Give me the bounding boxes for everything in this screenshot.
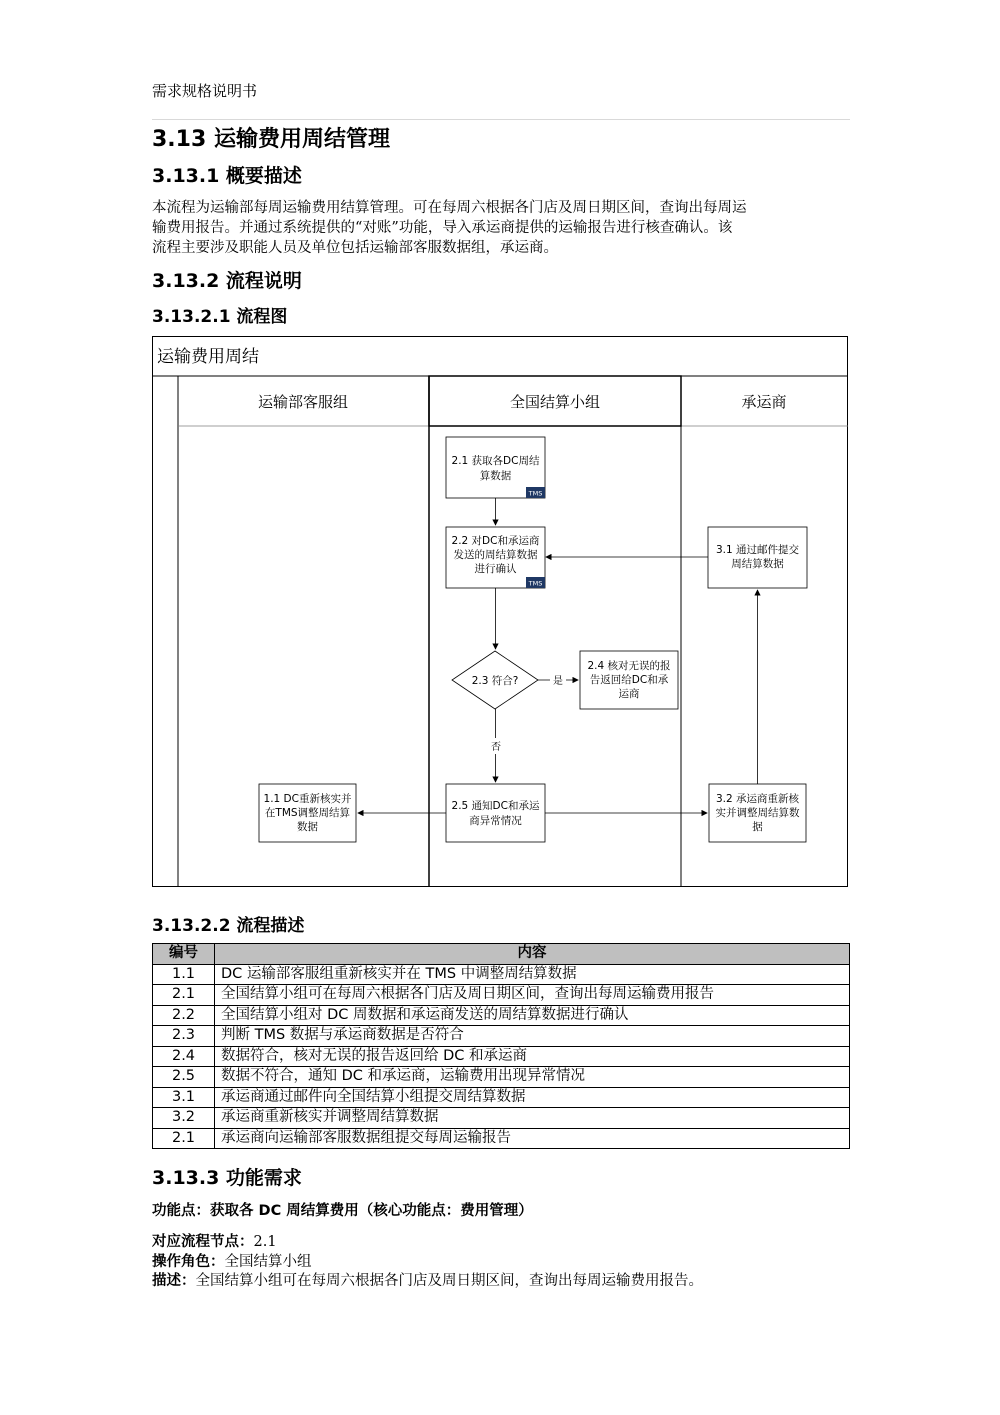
cell-id: 3.2 (153, 1108, 215, 1129)
table-row (153, 1067, 850, 1088)
svg-text:周结算数据: 周结算数据 (731, 558, 784, 570)
cell-id: 2.1 (153, 985, 215, 1006)
table-row (153, 1087, 850, 1108)
cell-content: 数据不符合，通知 DC 和承运商，运输费用出现异常情况 (215, 1067, 850, 1088)
func-role-value: 全国结算小组 (224, 1254, 312, 1270)
func-role-label: 操作角色： (152, 1254, 225, 1270)
svg-text:进行确认: 进行确认 (474, 563, 517, 575)
func-point (152, 1199, 533, 1220)
svg-text:实并调整周结算数: 实并调整周结算数 (715, 807, 800, 819)
cell-content: 承运商通过邮件向全国结算小组提交周结算数据 (215, 1087, 850, 1108)
cell-content: 全国结算小组对 DC 周数据和承运商发送的周结算数据进行确认 (215, 1005, 850, 1026)
overview-line: 流程主要涉及职能人员及单位包括运输部客服数据组，承运商。 (152, 240, 558, 256)
lane-settlement-group: 全国结算小组 (509, 393, 601, 411)
cell-content: DC 运输部客服组重新核实并在 TMS 中调整周结算数据 (215, 964, 850, 985)
svg-text:告返回给DC和承: 告返回给DC和承 (589, 674, 669, 686)
node-2-2 (446, 527, 545, 588)
cell-content: 承运商向运输部客服数据组提交每周运输报告 (215, 1128, 850, 1149)
overview-paragraph (152, 198, 850, 258)
process-title: 3.13.2 流程说明 (152, 270, 302, 292)
lane-customer-service: 运输部客服组 (257, 393, 349, 411)
document-header: 需求规格说明书 (152, 82, 258, 100)
func-point-text: 功能点：获取各 DC 周结算费用（核心功能点：费用管理） (152, 1203, 533, 1219)
tms-tag: TMS (528, 489, 543, 498)
process-desc-title: 3.13.2.2 流程描述 (152, 916, 305, 936)
cell-id: 2.1 (153, 1128, 215, 1149)
svg-text:据: 据 (752, 821, 763, 833)
cell-id: 2.5 (153, 1067, 215, 1088)
table-header-row (153, 944, 850, 965)
node-2-3-decision (452, 651, 538, 709)
svg-text:2.2 对DC和承运商: 2.2 对DC和承运商 (451, 535, 540, 547)
process-table (152, 943, 850, 1149)
svg-text:发送的周结算数据: 发送的周结算数据 (453, 549, 538, 561)
diagram-title: 3.13.2.1 流程图 (152, 307, 288, 327)
table-row (153, 1108, 850, 1129)
func-node-line (152, 1230, 277, 1251)
cell-id: 1.1 (153, 964, 215, 985)
overview-line: 本流程为运输部每周运输费用结算管理。可在每周六根据各门店及周日期区间，查询出每周运 (152, 200, 747, 216)
table-row (153, 1046, 850, 1067)
svg-text:2.5 通知DC和承运: 2.5 通知DC和承运 (451, 800, 540, 812)
node-3-1 (708, 527, 807, 588)
table-row (153, 985, 850, 1006)
cell-id: 3.1 (153, 1087, 215, 1108)
func-node-label: 对应流程节点： (152, 1234, 254, 1250)
table-row (153, 964, 850, 985)
node-2-1 (446, 437, 545, 498)
table-row (153, 1026, 850, 1047)
col-header-id: 编号 (153, 944, 215, 965)
cell-id: 2.4 (153, 1046, 215, 1067)
header-divider (152, 119, 850, 120)
cell-id: 2.2 (153, 1005, 215, 1026)
overview-title: 3.13.1 概要描述 (152, 165, 302, 187)
cell-content: 承运商重新核实并调整周结算数据 (215, 1108, 850, 1129)
cell-content: 判断 TMS 数据与承运商数据是否符合 (215, 1026, 850, 1047)
overview-line: 输费用报告。并通过系统提供的“对账”功能，导入承运商提供的运输报告进行核查确认。该 (152, 220, 733, 236)
node-2-5 (446, 784, 545, 842)
no-label: 否 (491, 742, 501, 753)
section-title: 3.13 运输费用周结管理 (152, 127, 390, 152)
table-row (153, 1128, 850, 1149)
node-1-1 (259, 784, 356, 842)
svg-text:商异常情况: 商异常情况 (469, 815, 522, 827)
func-title: 3.13.3 功能需求 (152, 1167, 302, 1189)
tms-tag: TMS (528, 579, 543, 588)
func-node-value: 2.1 (253, 1234, 277, 1250)
pool-title: 运输费用周结 (157, 347, 259, 367)
svg-text:1.1 DC重新核实并: 1.1 DC重新核实并 (263, 793, 352, 805)
col-header-content: 内容 (215, 944, 850, 965)
svg-text:2.1 获取各DC周结: 2.1 获取各DC周结 (451, 455, 540, 467)
svg-text:3.1 通过邮件提交: 3.1 通过邮件提交 (715, 544, 800, 556)
svg-text:运商: 运商 (618, 688, 640, 700)
lane-carrier: 承运商 (741, 393, 787, 411)
svg-text:数据: 数据 (297, 821, 318, 833)
cell-id: 2.3 (153, 1026, 215, 1047)
cell-content: 全国结算小组可在每周六根据各门店及周日期区间，查询出每周运输费用报告 (215, 985, 850, 1006)
svg-text:在TMS调整周结算: 在TMS调整周结算 (264, 807, 351, 819)
svg-text:3.2 承运商重新核: 3.2 承运商重新核 (715, 793, 800, 805)
func-desc-label: 描述： (152, 1273, 196, 1289)
cell-content: 数据符合，核对无误的报告返回给 DC 和承运商 (215, 1046, 850, 1067)
svg-text:2.3 符合?: 2.3 符合? (471, 675, 519, 687)
node-3-2 (709, 784, 806, 842)
func-desc-line (152, 1269, 703, 1290)
table-row (153, 1005, 850, 1026)
svg-text:2.4 核对无误的报: 2.4 核对无误的报 (587, 660, 671, 672)
node-2-4 (580, 651, 678, 709)
func-role-line (152, 1250, 312, 1271)
flowchart-diagram (152, 336, 848, 887)
svg-text:算数据: 算数据 (479, 470, 512, 482)
yes-label: 是 (553, 676, 563, 687)
func-desc-value: 全国结算小组可在每周六根据各门店及周日期区间，查询出每周运输费用报告。 (195, 1273, 703, 1289)
